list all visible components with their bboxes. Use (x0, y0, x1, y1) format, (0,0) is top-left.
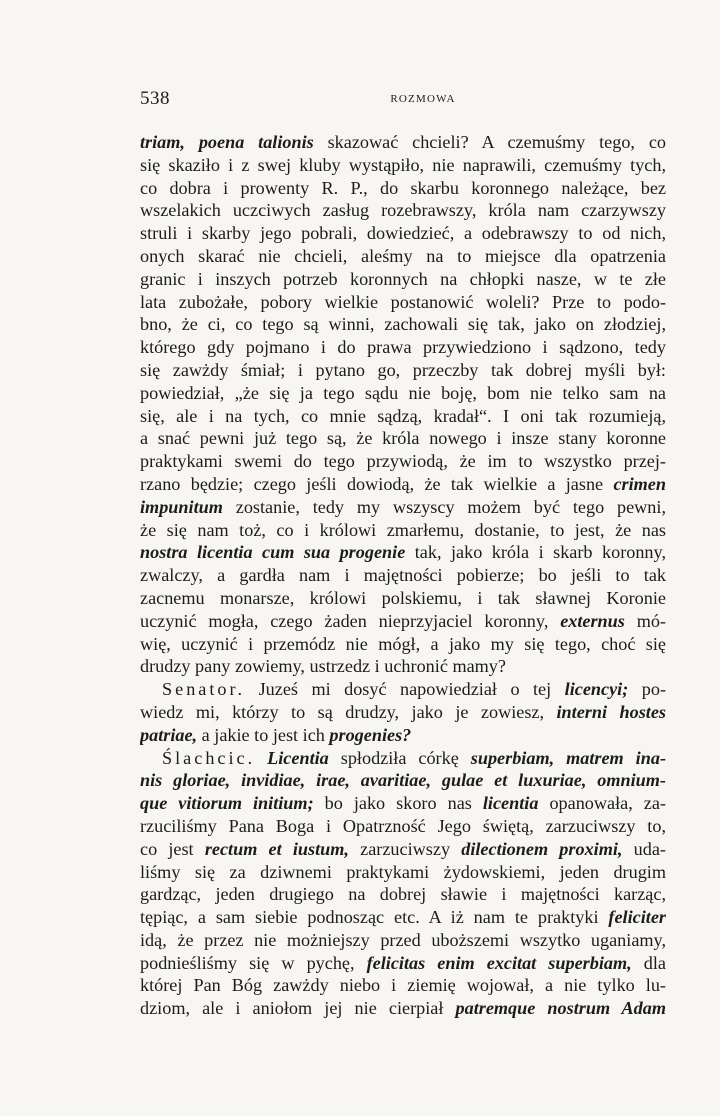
text-line: patriae, a jakie to jest ich progenies? (140, 724, 412, 745)
text-line: que vitiorum initium; bo jako skoro nas licentia opanowała, za- (140, 793, 666, 814)
text-line: idą, że przez nie możniejszy przed uboższemi wszytko uganiamy, (140, 929, 666, 950)
text-line: się, ale i na tych, co mnie sądzą, kradał“. I oni tak rozumieją, (140, 405, 666, 426)
text-line: powiedział, „że się ja tego sądu nie boję, bom nie telko sam na (140, 382, 666, 403)
text-line: rzano będzie; czego jeśli dowiodą, że tak wielkie a jasne crimen (140, 473, 666, 494)
text-line: nostra licentia cum sua progenie tak, jako króla i skarb koronny, (140, 542, 666, 563)
text-line: uczynić mogła, czego żaden nieprzyjaciel koronny, externus mó- (140, 610, 666, 631)
text-line: wszelakich uczciwych zasług rozebrawszy, króla nam czarzywszy (140, 200, 666, 221)
page-number: 538 (140, 88, 170, 109)
text-line: a snać pewni już tego są, że króla nowego i insze stany koronne (140, 428, 666, 449)
text-line: lata zubożałe, pobory wielkie postanowić woleli? Prze to podo- (140, 291, 666, 312)
text-line: którego gdy pojmano i do prawa przywiedziono i sądzono, tedy (140, 337, 666, 358)
text-line: gardząc, jeden drugiego na dobrej sławie i majętności karząc, (140, 884, 666, 905)
speaker-name: Senator. (162, 679, 246, 700)
text-line: wiedz mi, którzy to są drudzy, jako je zowiesz, interni hostes (140, 701, 666, 722)
text-line: że się nam toż, co i królowi zmarłemu, dostanie, to jest, że nas (140, 519, 666, 540)
text-line: granic i inszych potrzeb koronnych na chłopki nasze, w te złe (140, 268, 666, 289)
text-line: nis gloriae, invidiae, irae, avaritiae, gulae et luxuriae, omnium- (140, 770, 666, 791)
text-line: triam, poena talionis skazować chcieli? A czemuśmy tego, co (140, 132, 666, 152)
text-line: podnieśliśmy się w pychę, felicitas enim excitat superbiam, dla (140, 952, 666, 973)
page-header (140, 88, 666, 112)
text-line: tępiąc, a sam siebie podnosząc etc. A iż nam te praktyki feliciter (140, 907, 666, 928)
text-line: dziom, ale i aniołom jej nie cierpiał patremque nostrum Adam (140, 998, 666, 1019)
running-head: ROZMOWA (390, 93, 456, 105)
text-line: bno, że ci, co tego są winni, zachowali się tak, jako on złodziej, (140, 314, 666, 335)
text-line: której Pan Bóg zawżdy niebo i ziemię wojował, a nie tylko lu- (140, 975, 666, 996)
text-line: się skaziło i z swej kluby wystąpiło, nie naprawili, czemuśmy tych, (140, 154, 666, 175)
text-line: struli i skarby jego pobrali, dowiedzieć, a odebrawszy to od nich, (140, 223, 666, 244)
text-line: zwalczy, a gardła nam i majętności pobierze; bo jeśli to tak (140, 565, 666, 586)
text-line: impunitum zostanie, tedy my wszyscy możem być tego pewni, (140, 496, 666, 517)
text-line: praktykami swemi do tego przywiodą, że im to wszystko przej- (140, 451, 666, 472)
body-text (140, 131, 666, 1020)
text-line: Ślachcic. Licentia spłodziła córkę superbiam, matrem ina- (162, 747, 666, 768)
text-line: co jest rectum et iustum, zarzuciwszy dilectionem proximi, uda- (140, 838, 666, 859)
text-line: Senator. Juześ mi dosyć napowiedział o tej licencyi; po- (162, 679, 666, 700)
text-line: wię, uczynić i przemódz nie mógł, a jako my się tego, choć się (140, 633, 666, 654)
text-line: rzuciliśmy Pana Boga i Opatrzność Jego świętą, zarzuciwszy to, (140, 815, 666, 836)
text-line: onych skarać nie chcieli, aleśmy na to miejsce dla opatrzenia (140, 245, 666, 266)
text-line: zacnemu monarsze, królowi polskiemu, i tak sławnej Koronie (140, 587, 666, 608)
text-line: co dobra i prowenty R. P., do skarbu koronnego należące, bez (140, 177, 666, 198)
speaker-name: Ślachcic. (162, 747, 256, 768)
text-line: drudzy pany zowiemy, ustrzedz i uchronić mamy? (140, 656, 506, 677)
text-line: liśmy się za dziwnemi praktykami żydowskiemi, jeden drugim (140, 861, 666, 882)
text-line: się zawżdy śmiał; i pytano go, przeczby tak dobrej myśli był: (140, 359, 666, 380)
